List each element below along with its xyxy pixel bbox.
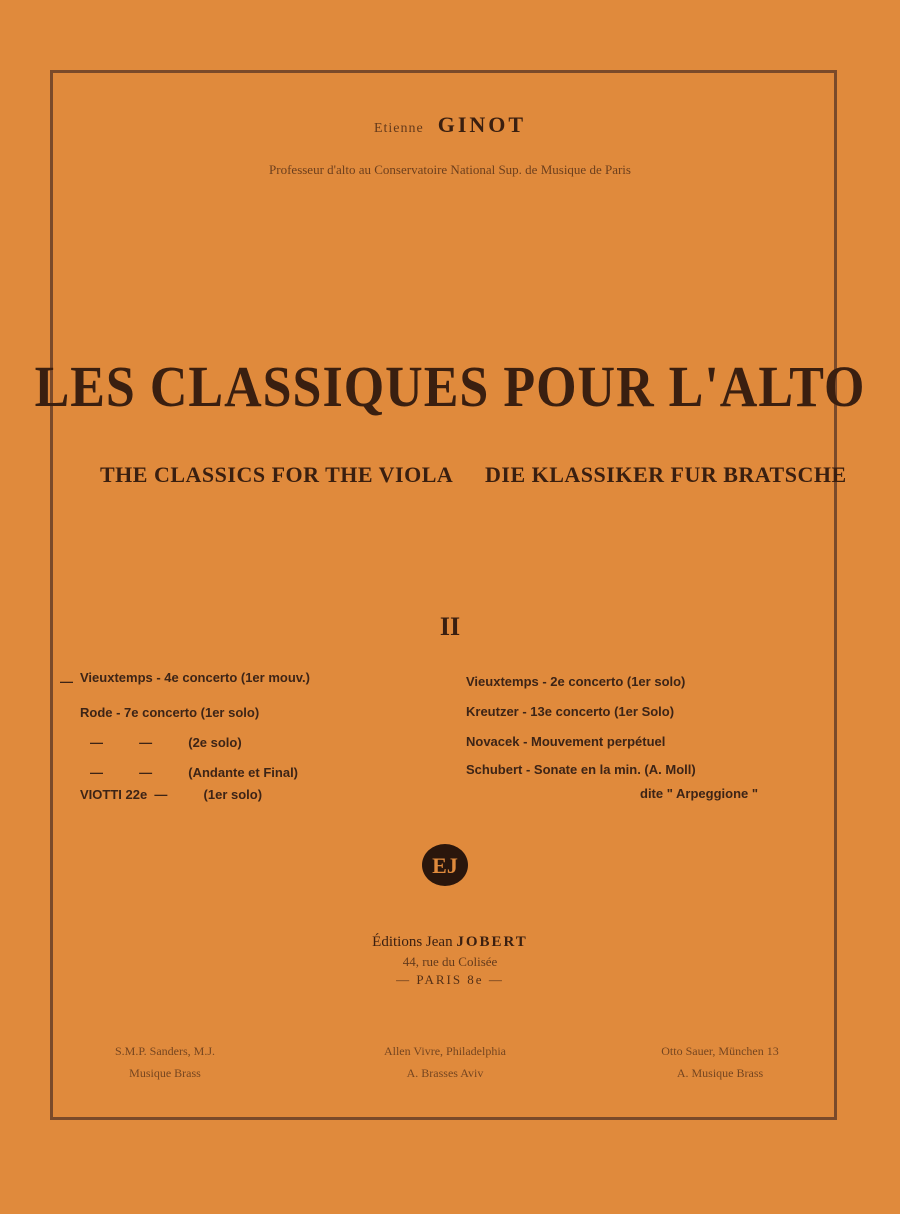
subtitle-german: DIE KLASSIKER FUR BRATSCHE <box>485 462 847 487</box>
agent-1-line1: S.M.P. Sanders, M.J. <box>114 1044 216 1058</box>
author-title: Professeur d'alto au Conservatoire National Sup. de Musique de Paris <box>269 162 631 177</box>
publisher-logo-letters: EJ <box>432 853 458 878</box>
agent-2-line1: Allen Vivre, Philadelphia <box>383 1044 507 1058</box>
work-right-3: Novacek - Mouvement perpétuel <box>466 734 666 749</box>
work-right-2: Kreutzer - 13e concerto (1er Solo) <box>466 704 675 719</box>
agent-3-line2: A. Musique Brass <box>676 1066 764 1080</box>
work-left-4: — — (Andante et Final) <box>90 765 299 780</box>
publisher-name <box>0 934 900 951</box>
list-dash: — <box>60 674 73 689</box>
agent-2-line2: A. Brasses Aviv <box>406 1066 484 1080</box>
volume-number: II <box>439 612 461 641</box>
work-left-3: — — (2e solo) <box>90 735 242 750</box>
work-right-1: Vieuxtemps - 2e concerto (1er solo) <box>466 674 686 689</box>
agent-2 <box>335 1040 555 1084</box>
page-title: LES CLASSIQUES POUR L'ALTO <box>34 355 866 420</box>
work-right-5: dite " Arpeggione " <box>640 786 759 801</box>
work-left-5: VIOTTI 22e — (1er solo) <box>80 787 263 802</box>
author-name <box>0 112 900 138</box>
agent-1-line2: Musique Brass <box>129 1066 201 1080</box>
publisher-logo-icon <box>420 842 470 888</box>
publisher-address: 44, rue du Colisée <box>402 954 498 969</box>
work-left-2: Rode - 7e concerto (1er solo) <box>80 705 260 720</box>
agent-3-line1: Otto Sauer, München 13 <box>661 1044 779 1058</box>
agent-1 <box>60 1040 270 1084</box>
publisher-prefix: Éditions Jean <box>372 934 453 950</box>
publisher-city: — PARIS 8e — <box>396 972 504 987</box>
work-right-4: Schubert - Sonate en la min. (A. Moll) <box>466 762 696 777</box>
author-first-name: Etienne <box>373 121 424 136</box>
work-left-1: Vieuxtemps - 4e concerto (1er mouv.) <box>80 670 310 685</box>
agent-3 <box>615 1040 825 1084</box>
subtitle-english: THE CLASSICS FOR THE VIOLA <box>100 462 454 487</box>
publisher-name-main: JOBERT <box>456 934 528 950</box>
author-last-name: GINOT <box>437 112 527 137</box>
